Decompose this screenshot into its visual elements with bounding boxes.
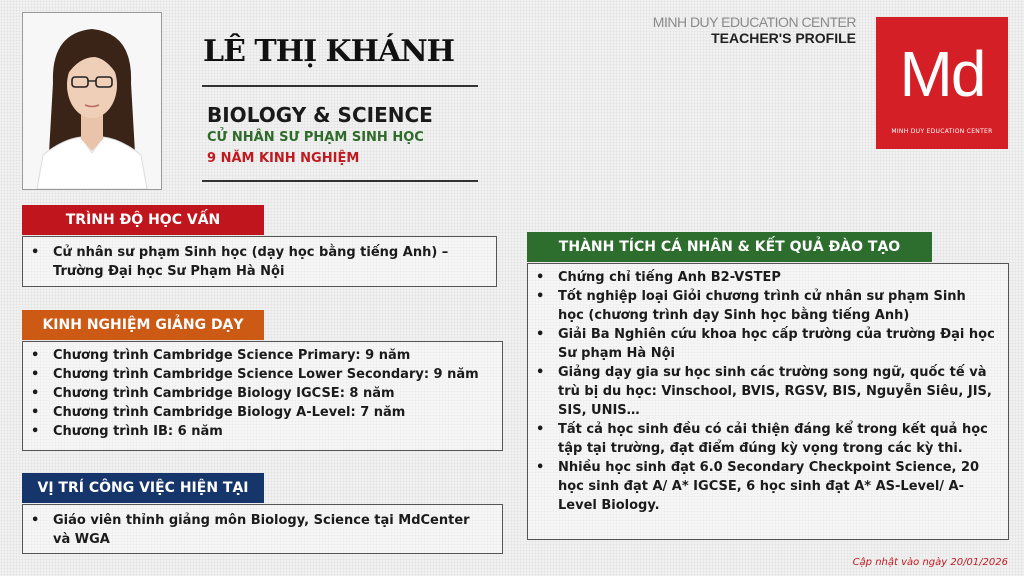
achievement-item: • Tốt nghiệp loại Giỏi chương trình cử nhân sư phạm Sinh học (chương trình dạy Sinh học bằng tiếng Anh): [528, 287, 996, 325]
teacher-experience-years: 9 NĂM KINH NGHIỆM: [207, 151, 360, 166]
education-header: TRÌNH ĐỘ HỌC VẤN: [22, 205, 264, 235]
achievement-item: • Tất cả học sinh đều có cải thiện đáng kể trong kết quả học tập tại trường, đạt điểm đúng kỳ vọng trong các kỳ thi.: [528, 420, 996, 458]
center-logo: [876, 17, 1008, 149]
profile-subtitle: TEACHER'S PROFILE: [711, 30, 856, 46]
teaching-item: • Chương trình Cambridge Biology A-Level: 7 năm: [23, 403, 502, 422]
achievements-header: THÀNH TÍCH CÁ NHÂN & KẾT QUẢ ĐÀO TẠO: [527, 232, 932, 262]
education-box: [22, 236, 497, 287]
education-item: • Cử nhân sư phạm Sinh học (dạy học bằng tiếng Anh) – Trường Đại học Sư Phạm Hà Nội: [23, 243, 496, 281]
achievement-item: • Giải Ba Nghiên cứu khoa học cấp trường của trường Đại học Sư phạm Hà Nội: [528, 325, 996, 363]
teacher-photo: [22, 12, 162, 190]
teacher-degree: CỬ NHÂN SƯ PHẠM SINH HỌC: [207, 130, 424, 145]
achievement-item: • Nhiều học sinh đạt 6.0 Secondary Checkpoint Science, 20 học sinh đạt A/ A* IGCSE, 6 học sinh đạt A* AS-Level/ A-Level Biology.: [528, 458, 996, 515]
teaching-header: KINH NGHIỆM GIẢNG DẠY: [22, 310, 264, 340]
teaching-item: • Chương trình Cambridge Science Primary: 9 năm: [23, 346, 502, 365]
position-box: [22, 504, 503, 554]
teaching-list: [23, 346, 502, 441]
position-header: VỊ TRÍ CÔNG VIỆC HIỆN TẠI: [22, 473, 264, 503]
logo-caption: MINH DUY EDUCATION CENTER: [891, 128, 993, 135]
position-item: • Giáo viên thỉnh giảng môn Biology, Science tại MdCenter và WGA: [23, 511, 482, 549]
achievements-box: [527, 263, 1009, 540]
divider-top: [202, 85, 478, 87]
position-list: [23, 511, 482, 549]
divider-bottom: [202, 180, 478, 182]
achievements-list: [528, 268, 996, 515]
achievement-item: • Chứng chỉ tiếng Anh B2-VSTEP: [528, 268, 996, 287]
logo-mark: Md: [899, 38, 985, 110]
center-name: MINH DUY EDUCATION CENTER: [652, 14, 856, 30]
teaching-box: [22, 341, 503, 451]
update-date: Cập nhật vào ngày 20/01/2026: [852, 557, 1008, 568]
teaching-item: • Chương trình IB: 6 năm: [23, 422, 502, 441]
teacher-name: LÊ THỊ KHÁNH: [203, 34, 455, 69]
achievement-item: • Giảng dạy gia sư học sinh các trường song ngữ, quốc tế và trù bị du học: Vinschool, BVIS, RGSV, BIS, Nguyễn Siêu, JIS, SIS, UNIS…: [528, 363, 996, 420]
education-list: [23, 243, 496, 281]
teaching-item: • Chương trình Cambridge Science Lower Secondary: 9 năm: [23, 365, 502, 384]
teaching-item: • Chương trình Cambridge Biology IGCSE: 8 năm: [23, 384, 502, 403]
teacher-subject: BIOLOGY & SCIENCE: [207, 103, 433, 127]
teacher-portrait-image: [23, 13, 161, 189]
